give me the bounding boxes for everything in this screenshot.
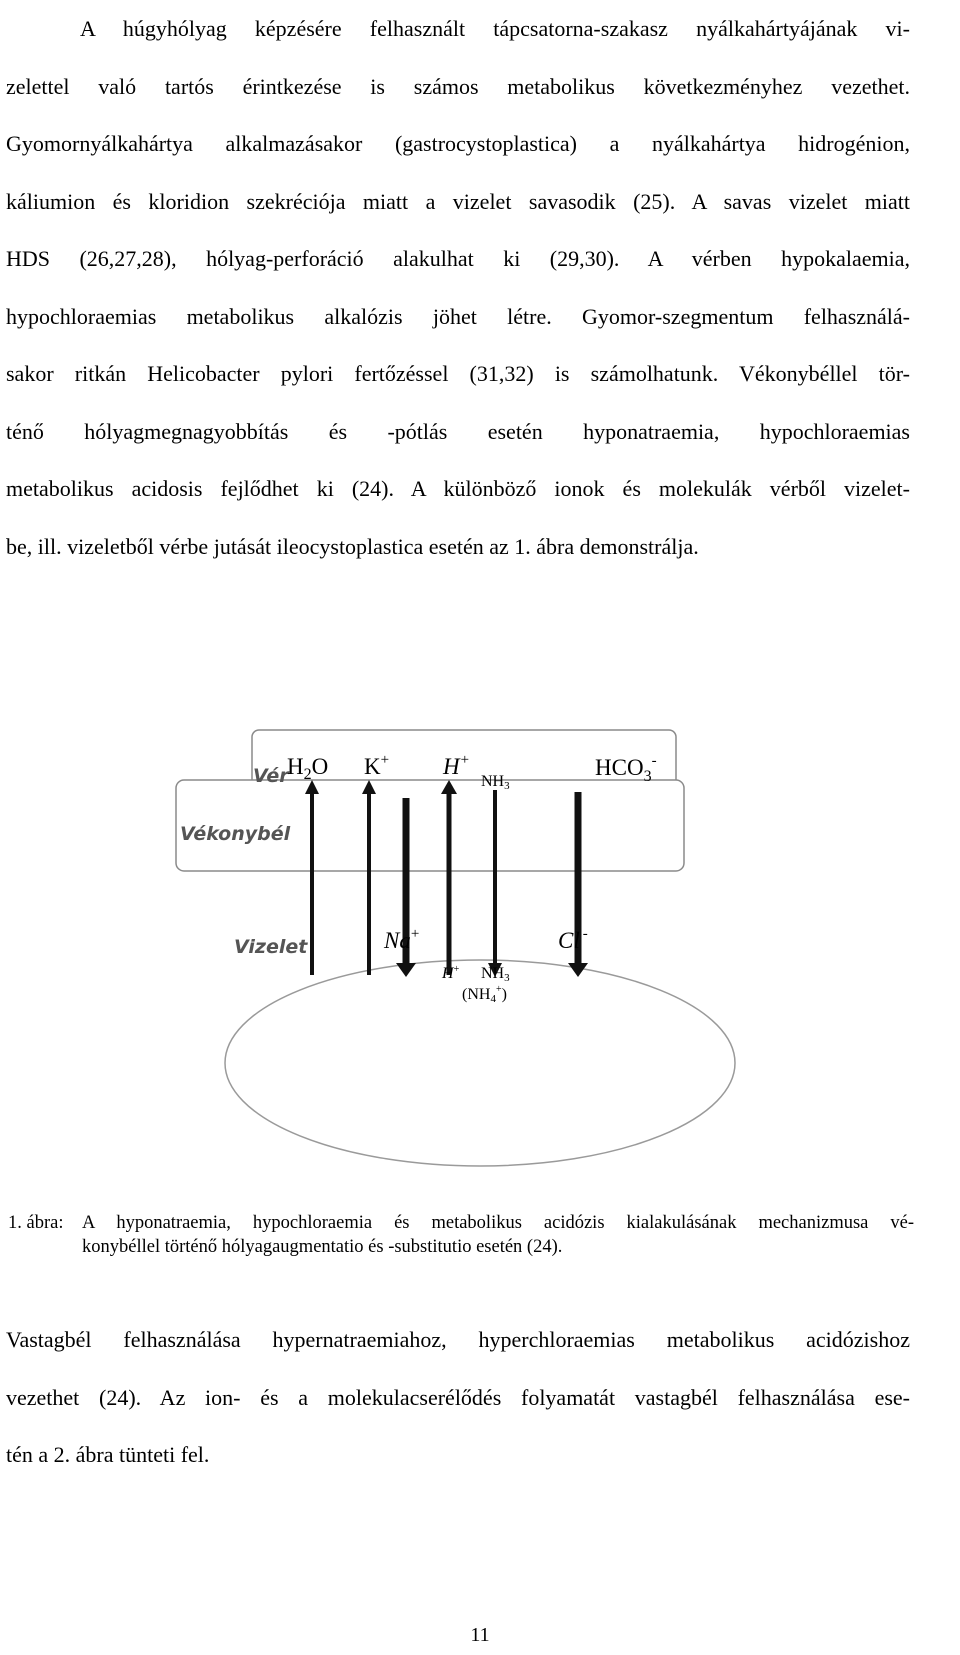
paragraph-colon [6,1311,910,1484]
text-line: ténő hólyagmegnagyobbítás és -pótlás esetén hyponatraemia, hypochloraemias [6,418,910,444]
label-ver: Vér [253,765,289,787]
ion-k: K+ [364,752,390,779]
caption-line: konybéllel történő hólyagaugmentatio és -substitutio esetén (24). [82,1237,563,1257]
label-vekonybel: Vékonybél [180,823,291,845]
text-line: tén a 2. ábra tünteti fel. [6,1442,210,1467]
text-line: vezethet (24). Az ion- és a molekulacserélődés folyamatát vastagbél felhasználása ese- [6,1384,910,1410]
ion-na: Na+ [384,926,420,953]
page-number: 11 [470,1624,490,1646]
ion-h-bottom: H+ [442,964,460,982]
text-line: zelettel való tartós érintkezése is számos metabolikus következményhez vezethet. [6,73,910,99]
ion-nh4: (NH4+) [462,984,507,1005]
ion-exchange-diagram [170,752,730,1140]
molecule-nh3-top: NH3 [481,773,510,792]
text-line: káliumion és kloridion szekréciója miatt a vizelet savasodik (25). A savas vizelet miatt [6,188,910,214]
label-vizelet: Vizelet [234,936,308,958]
text-line: hypochloraemias metabolikus alkalózis jöhet létre. Gyomor-szegmentum felhasználá- [6,303,910,329]
ion-h2o: $H_2O$ [287,754,329,783]
molecule-nh3-bottom: NH3 [481,965,510,984]
caption-label: 1. ábra: [8,1213,64,1233]
paragraph-intro [6,0,910,575]
ion-exchange-figure [170,752,730,1140]
ion-hco3: $HCO_3^-$ [595,753,657,785]
text-line: HDS (26,27,28), hólyag-perforáció alakulhat ki (29,30). A vérben hypokalaemia, [6,246,910,271]
ion-h-top: H+ [443,752,470,779]
text-line: Vastagbél felhasználása hypernatraemiahoz, hyperchloraemias metabolikus acidózishoz [6,1327,910,1352]
text-line: metabolikus acidosis fejlődhet ki (24). A különböző ionok és molekulák vérből vizelet- [6,476,910,501]
text-line: sakor ritkán Helicobacter pylori fertőzéssel (31,32) is számolhatunk. Vékonybéllel tör- [6,361,910,386]
ion-cl: Cl - [558,926,588,953]
caption-line: A hyponatraemia, hypochloraemia és metabolikus acidózis kialakulásának mechanizmusa vé- [82,1213,914,1233]
text-line: be, ill. vizeletből vérbe jutását ileocystoplastica esetén az 1. ábra demonstrálja. [6,533,699,559]
text-line: Gyomornyálkahártya alkalmazásakor (gastrocystoplastica) a nyálkahártya hidrogénion, [6,131,910,156]
text-line: A húgyhólyag képzésére felhasznált tápcsatorna-szakasz nyálkahártyájának vi- [80,16,910,41]
